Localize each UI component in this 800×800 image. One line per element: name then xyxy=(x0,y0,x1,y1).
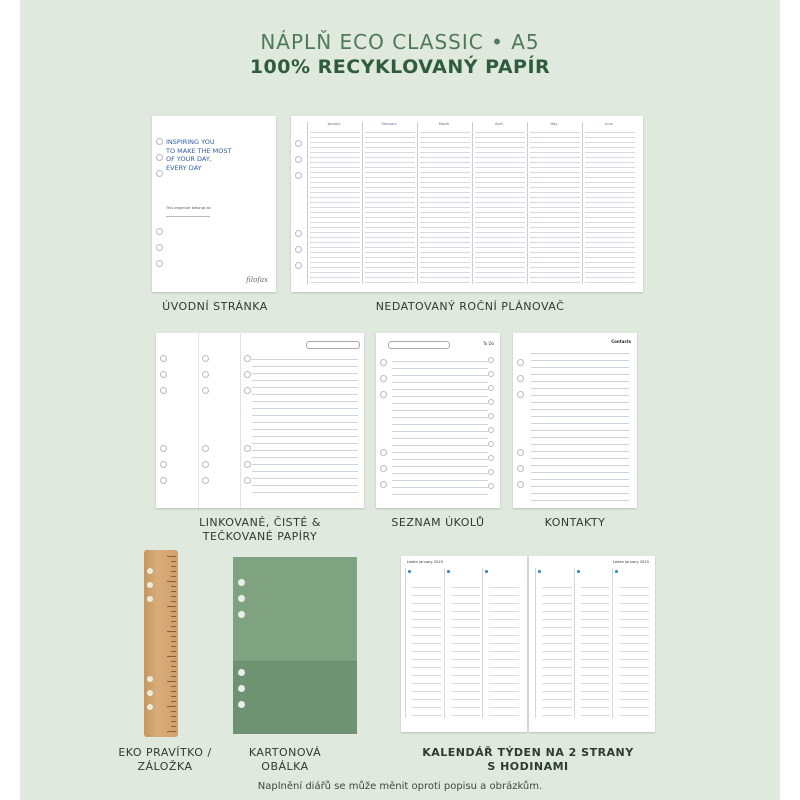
todo-checkbox xyxy=(488,399,494,405)
label-card-cover: KARTONOVÁ OBÁLKA xyxy=(248,746,322,773)
disclaimer-footnote: Naplnění diářů se může měnit oproti popisu a obrázkům. xyxy=(257,781,543,792)
planner-month-label: June xyxy=(605,122,613,126)
ruler-tick xyxy=(171,666,176,667)
ruler-tick xyxy=(171,691,176,692)
planner-month-column xyxy=(307,122,360,284)
planner-day-lines xyxy=(310,128,360,284)
todo-checkbox xyxy=(488,371,494,377)
ruler-tick xyxy=(167,631,176,632)
todo-checkbox xyxy=(488,455,494,461)
planner-month-column xyxy=(417,122,470,284)
punch-hole xyxy=(160,371,167,378)
ruler-tick xyxy=(171,696,176,697)
ruler-tick xyxy=(171,716,176,717)
todo-checkbox xyxy=(488,385,494,391)
cover-headline: INSPIRING YOU TO MAKE THE MOST OF YOUR DAY, EVERY DAY xyxy=(166,138,232,172)
calendar-day-column xyxy=(535,568,572,718)
label-contacts: KONTAKTY xyxy=(544,516,606,529)
ruler-tick xyxy=(171,601,176,602)
ruler-tick xyxy=(171,661,176,662)
calendar-left-header: Leden January 2025 xyxy=(407,560,443,564)
todo-title-box xyxy=(388,341,450,349)
calendar-day-marker xyxy=(538,570,541,573)
punch-hole xyxy=(160,355,167,362)
ruler-hole xyxy=(147,690,153,696)
ruler-tick xyxy=(171,711,176,712)
ruler-tick xyxy=(171,676,176,677)
ruler-tick xyxy=(171,621,176,622)
cover-page-image xyxy=(152,116,276,292)
cover-owner-underline xyxy=(166,216,210,217)
ruler-tick xyxy=(167,581,176,582)
punch-hole xyxy=(160,387,167,394)
calendar-day-marker xyxy=(408,570,411,573)
ruler-tick xyxy=(171,586,176,587)
contacts-header: Contacts xyxy=(611,339,631,344)
ruler-tick xyxy=(171,611,176,612)
planner-day-lines xyxy=(530,128,580,284)
calendar-day-marker xyxy=(577,570,580,573)
calendar-day-marker xyxy=(447,570,450,573)
ruler-tick xyxy=(171,686,176,687)
cover-owner-line: This organiser belongs to: xyxy=(166,206,212,210)
ruler-tick xyxy=(171,591,176,592)
calendar-hour-lines xyxy=(451,580,481,716)
calendar-day-marker xyxy=(485,570,488,573)
lined-papers-image xyxy=(156,333,364,508)
contacts-lines xyxy=(531,347,629,501)
label-cover-page: ÚVODNÍ STRÁNKA xyxy=(162,300,268,313)
ruler-tick xyxy=(167,556,176,557)
planner-month-label: February xyxy=(381,122,397,126)
paper-lined xyxy=(252,353,358,498)
calendar-hour-lines xyxy=(412,580,442,716)
ruler-tick xyxy=(171,636,176,637)
punch-hole xyxy=(160,445,167,452)
ruler-tick xyxy=(167,656,176,657)
label-year-planner: NEDATOVANÝ ROČNÍ PLÁNOVAČ xyxy=(375,300,565,313)
ruler-tick xyxy=(171,671,176,672)
calendar-day-column xyxy=(405,568,442,718)
calendar-day-marker xyxy=(615,570,618,573)
planner-month-column xyxy=(527,122,580,284)
punch-hole xyxy=(202,461,209,468)
todo-checkbox xyxy=(488,427,494,433)
ruler-tick xyxy=(171,701,176,702)
planner-month-label: April xyxy=(495,122,503,126)
ruler-hole xyxy=(147,596,153,602)
planner-month-column xyxy=(582,122,635,284)
todo-lines xyxy=(392,355,488,500)
label-calendar: KALENDÁŘ TÝDEN NA 2 STRANY S HODINAMI xyxy=(422,746,634,773)
ruler-tick xyxy=(171,626,176,627)
calendar-hour-lines xyxy=(489,580,519,716)
punch-hole xyxy=(244,371,251,378)
planner-day-lines xyxy=(420,128,470,284)
eco-ruler-image xyxy=(144,550,178,737)
ruler-hole xyxy=(147,676,153,682)
planner-month-label: March xyxy=(438,122,450,126)
ruler-tick xyxy=(171,571,176,572)
ruler-tick xyxy=(171,651,176,652)
calendar-hour-lines xyxy=(542,580,572,716)
filofax-logo: filofax xyxy=(246,276,268,284)
page-title: NÁPLŇ ECO CLASSIC • A5 xyxy=(260,30,540,54)
ruler-hole xyxy=(147,568,153,574)
punch-hole xyxy=(160,477,167,484)
ruler-tick xyxy=(167,681,176,682)
todo-header: To Do xyxy=(482,341,494,346)
todo-checkbox xyxy=(488,357,494,363)
calendar-left-page xyxy=(401,556,527,732)
punch-hole xyxy=(244,477,251,484)
label-todo-list: SEZNAM ÚKOLŮ xyxy=(391,516,485,529)
ruler-tick xyxy=(167,706,176,707)
ruler-hole xyxy=(147,704,153,710)
ruler-tick xyxy=(171,561,176,562)
todo-checkbox xyxy=(488,469,494,475)
cover-pocket xyxy=(233,661,357,734)
ruler-tick xyxy=(171,576,176,577)
todo-checkbox xyxy=(488,483,494,489)
punch-hole xyxy=(202,445,209,452)
punch-hole xyxy=(202,387,209,394)
ruler-tick xyxy=(171,721,176,722)
calendar-day-column xyxy=(612,568,649,718)
todo-checkbox xyxy=(488,413,494,419)
calendar-right-page xyxy=(529,556,655,732)
planner-columns xyxy=(307,122,637,284)
punch-hole xyxy=(160,461,167,468)
card-cover-image xyxy=(233,557,357,733)
page-subtitle: 100% RECYKLOVANÝ PAPÍR xyxy=(249,56,551,78)
calendar-hour-lines xyxy=(619,580,649,716)
label-eco-ruler: EKO PRAVÍTKO / ZÁLOŽKA xyxy=(118,746,212,773)
punch-hole xyxy=(244,387,251,394)
punch-hole xyxy=(244,445,251,452)
punch-hole xyxy=(202,355,209,362)
label-lined-papers: LINKOVANÉ, ČISTÉ & TEČKOVANÉ PAPÍRY xyxy=(199,516,321,543)
punch-hole xyxy=(244,461,251,468)
year-planner-image xyxy=(291,116,643,292)
ruler-tick xyxy=(171,646,176,647)
ruler-tick xyxy=(167,731,176,732)
ruler-tick xyxy=(171,641,176,642)
ruler-tick xyxy=(171,596,176,597)
planner-month-column xyxy=(362,122,415,284)
planner-month-label: January xyxy=(327,122,341,126)
planner-day-lines xyxy=(585,128,635,284)
calendar-day-column xyxy=(482,568,519,718)
planner-month-column xyxy=(472,122,525,284)
punch-hole xyxy=(244,355,251,362)
planner-day-lines xyxy=(365,128,415,284)
punch-hole xyxy=(202,477,209,484)
ruler-hole xyxy=(147,582,153,588)
contacts-image xyxy=(513,333,637,508)
punch-hole xyxy=(202,371,209,378)
todo-list-image xyxy=(376,333,500,508)
planner-day-lines xyxy=(475,128,525,284)
paper-tab xyxy=(306,341,360,349)
ruler-tick xyxy=(171,616,176,617)
calendar-right-header: Leden January 2025 xyxy=(613,560,649,564)
ruler-tick xyxy=(167,606,176,607)
calendar-hour-lines xyxy=(581,580,611,716)
planner-month-label: May xyxy=(550,122,558,126)
ruler-tick xyxy=(171,726,176,727)
todo-checkbox xyxy=(488,441,494,447)
ruler-tick xyxy=(171,566,176,567)
calendar-day-column xyxy=(574,568,611,718)
calendar-day-column xyxy=(444,568,481,718)
